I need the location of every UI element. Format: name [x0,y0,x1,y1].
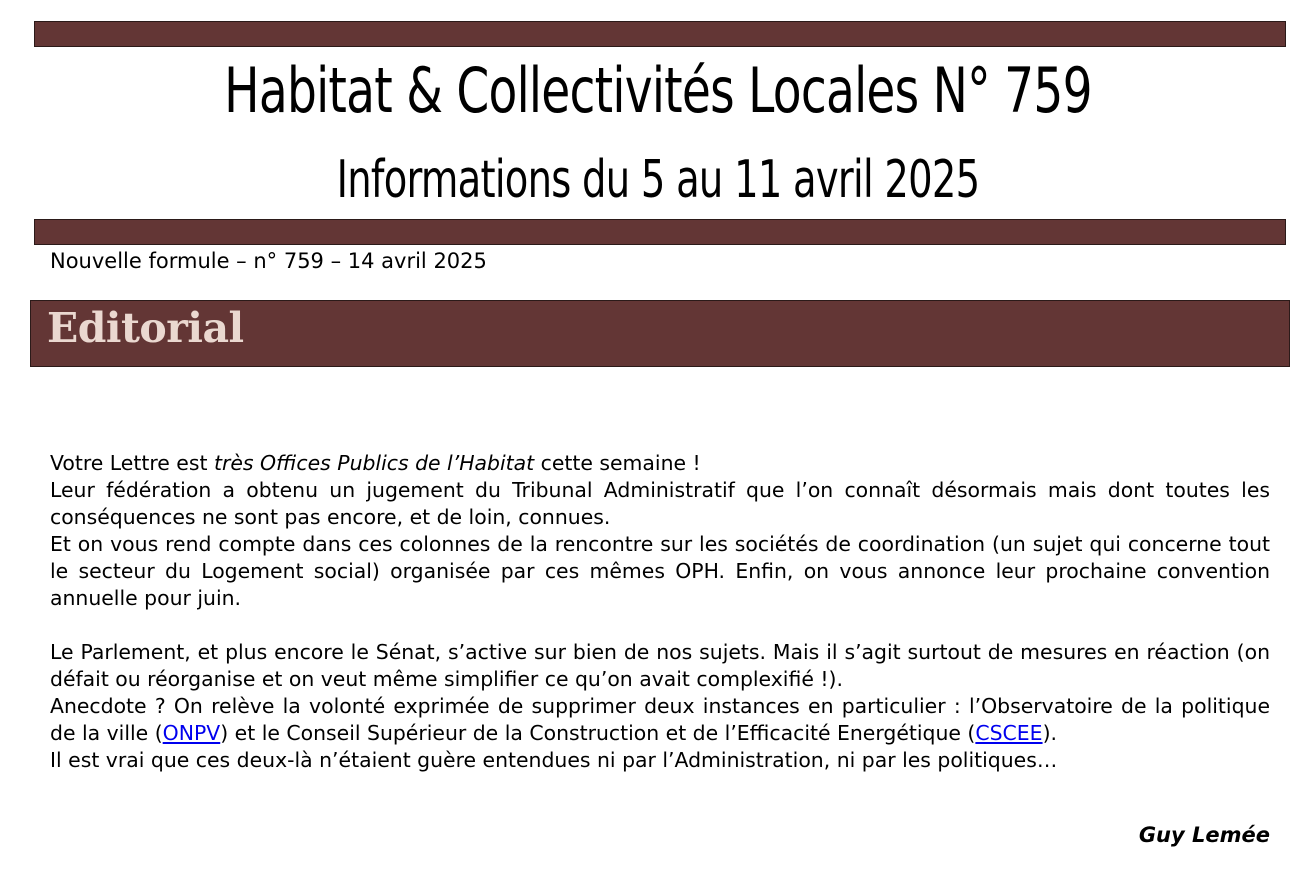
newsletter-subtitle: Informations du 5 au 11 avril 2025 [336,150,980,210]
cscee-link[interactable]: CSCEE [975,721,1043,745]
text-run: Anecdote ? On relève la volonté exprimée de supprimer deux instances en particulier : l’Observatoire de la politique de la ville ( [50,694,1270,745]
onpv-link[interactable]: ONPV [162,721,221,745]
issue-info: Nouvelle formule – n° 759 – 14 avril 2025 [50,249,487,273]
text-run: ) et le Conseil Supérieur de la Construction et de l’Efficacité Energétique ( [220,721,976,745]
newsletter-title: Habitat & Collectivités Locales N° 759 [224,54,1092,127]
section-title: Editorial [47,304,244,352]
editorial-paragraph-4: Le Parlement, et plus encore le Sénat, s’active sur bien de nos sujets. Mais il s’agit surtout de mesures en réaction (on défait ou réorganise et on veut même simplifier ce qu’on avait complexifié !). [50,640,1270,691]
paragraph-gap [50,612,1270,639]
editorial-paragraph-6: Il est vrai que ces deux-là n’étaient guère entendues ni par l’Administration, ni par les politiques… [50,748,1058,772]
text-run: Votre Lettre est [50,451,214,475]
text-run: cette semaine ! [534,451,701,475]
header-bottom-bar [34,219,1286,245]
text-run: ). [1042,721,1057,745]
editorial-paragraph-1 [50,450,1270,477]
editorial-body [50,450,1270,774]
header-top-bar [34,21,1286,47]
editorial-paragraph-2: Leur fédération a obtenu un jugement du Tribunal Administratif que l’on connaît désormais mais dont toutes les conséquences ne sont pas encore, et de loin, connues. [50,478,1270,529]
editorial-paragraph-5 [50,693,1270,747]
italic-text: très Offices Publics de l’Habitat [213,451,535,475]
author-signature: Guy Lemée [1138,823,1270,847]
editorial-paragraph-3: Et on vous rend compte dans ces colonnes de la rencontre sur les sociétés de coordination (un sujet qui concerne tout le secteur du Logement social) organisée par ces mêmes OPH. Enfin, on vous annonce leur prochaine convention annuelle pour juin. [50,532,1270,610]
editorial-banner [30,300,1290,367]
